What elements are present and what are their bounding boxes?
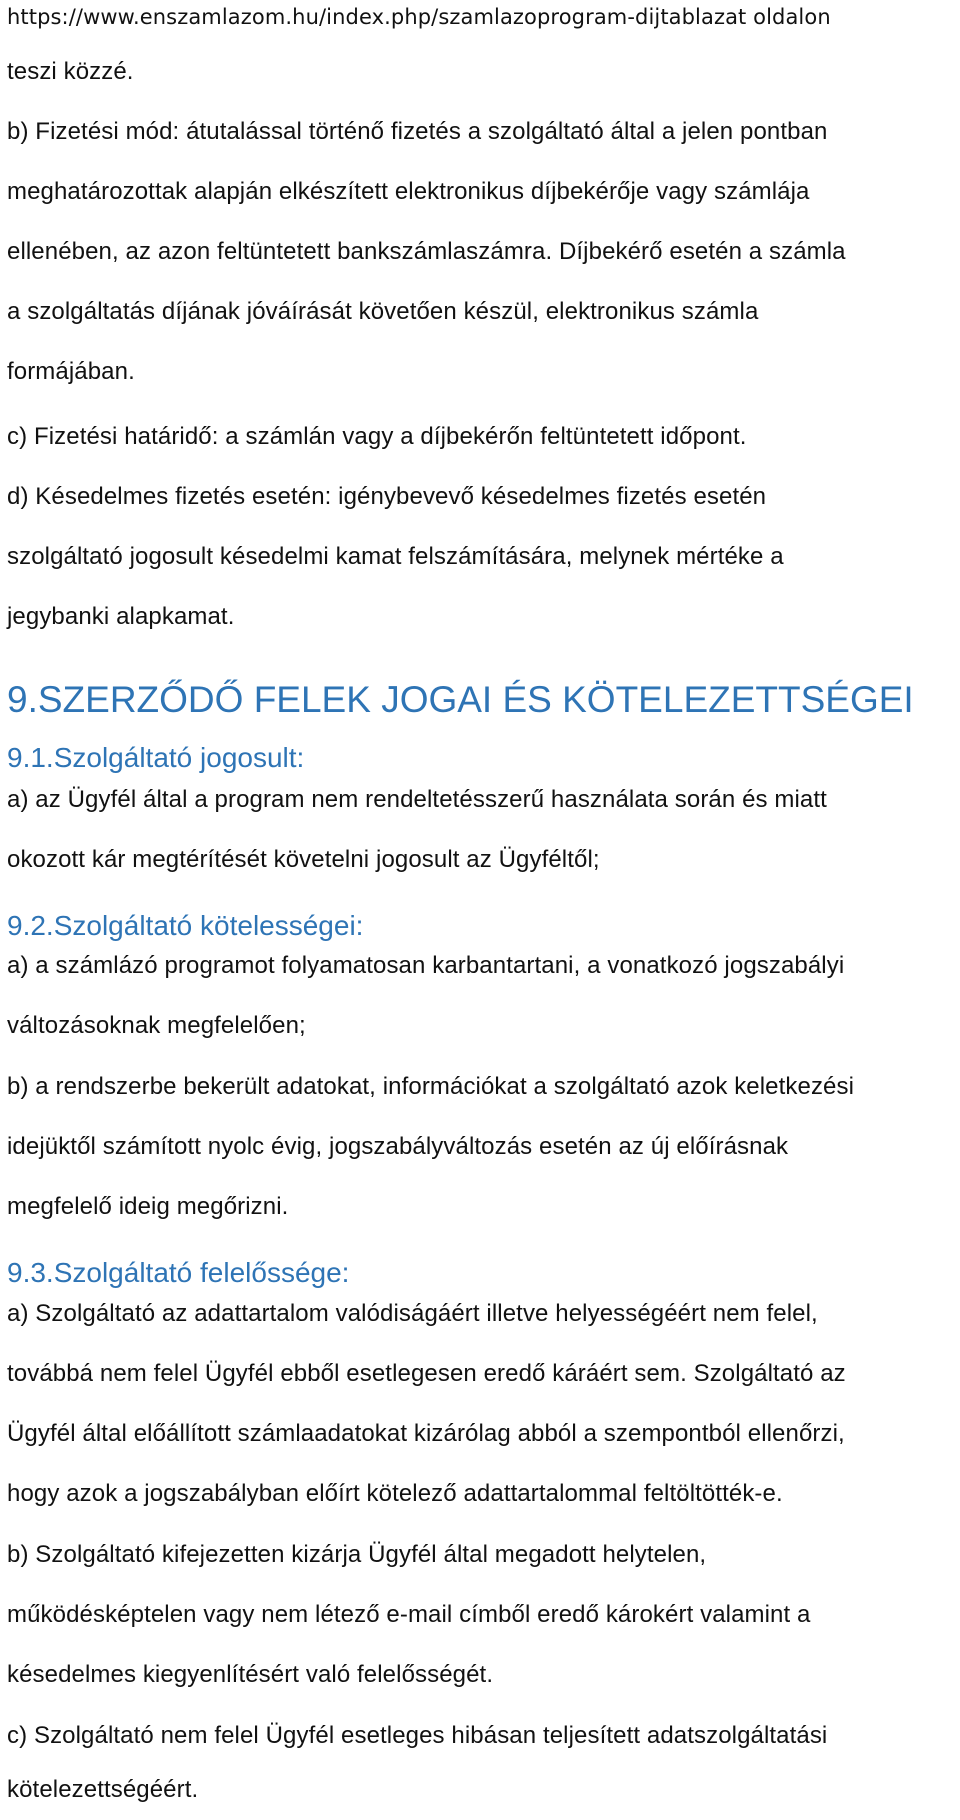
subsection-heading-9-3: 9.3.Szolgáltató felelőssége: xyxy=(7,1257,350,1288)
text-line: formájában. xyxy=(7,358,135,385)
text-line: c) Fizetési határidő: a számlán vagy a díjbekérőn feltüntetett időpont. xyxy=(7,423,747,450)
text-line: idejüktől számított nyolc évig, jogszabályváltozás esetén az új előírásnak xyxy=(7,1133,789,1160)
text-line: a) Szolgáltató az adattartalom valódiságáért illetve helyességéért nem felel, xyxy=(7,1300,818,1327)
text-line: változásoknak megfelelően; xyxy=(7,1012,306,1039)
section-heading-9: 9.SZERZŐDŐ FELEK JOGAI ÉS KÖTELEZETTSÉGEI xyxy=(7,679,914,720)
text-line: c) Szolgáltató nem felel Ügyfél esetleges hibásan teljesített adatszolgáltatási xyxy=(7,1722,828,1749)
text-line: ellenében, az azon feltüntetett bankszámlaszámra. Díjbekérő esetén a számla xyxy=(7,238,846,265)
text-line: okozott kár megtérítését követelni jogosult az Ügyféltől; xyxy=(7,846,600,873)
text-line: működésképtelen vagy nem létező e-mail címből eredő károkért valamint a xyxy=(7,1601,811,1628)
text-line: b) Fizetési mód: átutalással történő fizetés a szolgáltató által a jelen pontban xyxy=(7,118,828,145)
text-line: https://www.enszamlazom.hu/index.php/szamlazoprogram-dijtablazat oldalon xyxy=(7,5,831,29)
text-line: meghatározottak alapján elkészített elektronikus díjbekérője vagy számlája xyxy=(7,178,810,205)
text-line: Ügyfél által előállított számlaadatokat kizárólag abból a szempontból ellenőrzi, xyxy=(7,1420,845,1447)
subsection-heading-9-1: 9.1.Szolgáltató jogosult: xyxy=(7,742,305,773)
text-line: b) a rendszerbe bekerült adatokat, információkat a szolgáltató azok keletkezési xyxy=(7,1073,855,1100)
text-line: szolgáltató jogosult késedelmi kamat felszámítására, melynek mértéke a xyxy=(7,543,784,570)
text-line: hogy azok a jogszabályban előírt kötelező adattartalommal feltöltötték-e. xyxy=(7,1480,783,1507)
text-line: késedelmes kiegyenlítésért való felelősségét. xyxy=(7,1661,494,1688)
text-line: b) Szolgáltató kifejezetten kizárja Ügyfél által megadott helytelen, xyxy=(7,1541,707,1568)
text-line: a) az Ügyfél által a program nem rendeltetésszerű használata során és miatt xyxy=(7,786,827,813)
text-line: d) Késedelmes fizetés esetén: igénybevevő késedelmes fizetés esetén xyxy=(7,483,767,510)
text-line: jegybanki alapkamat. xyxy=(7,603,235,630)
text-line: továbbá nem felel Ügyfél ebből esetlegesen eredő káráért sem. Szolgáltató az xyxy=(7,1360,846,1387)
text-line: a szolgáltatás díjának jóváírását követően készül, elektronikus számla xyxy=(7,298,759,325)
text-line: teszi közzé. xyxy=(7,58,134,85)
subsection-heading-9-2: 9.2.Szolgáltató kötelességei: xyxy=(7,910,364,941)
text-line: kötelezettségéért. xyxy=(7,1776,199,1803)
text-line: a) a számlázó programot folyamatosan karbantartani, a vonatkozó jogszabályi xyxy=(7,952,845,979)
text-line: megfelelő ideig megőrizni. xyxy=(7,1193,289,1220)
